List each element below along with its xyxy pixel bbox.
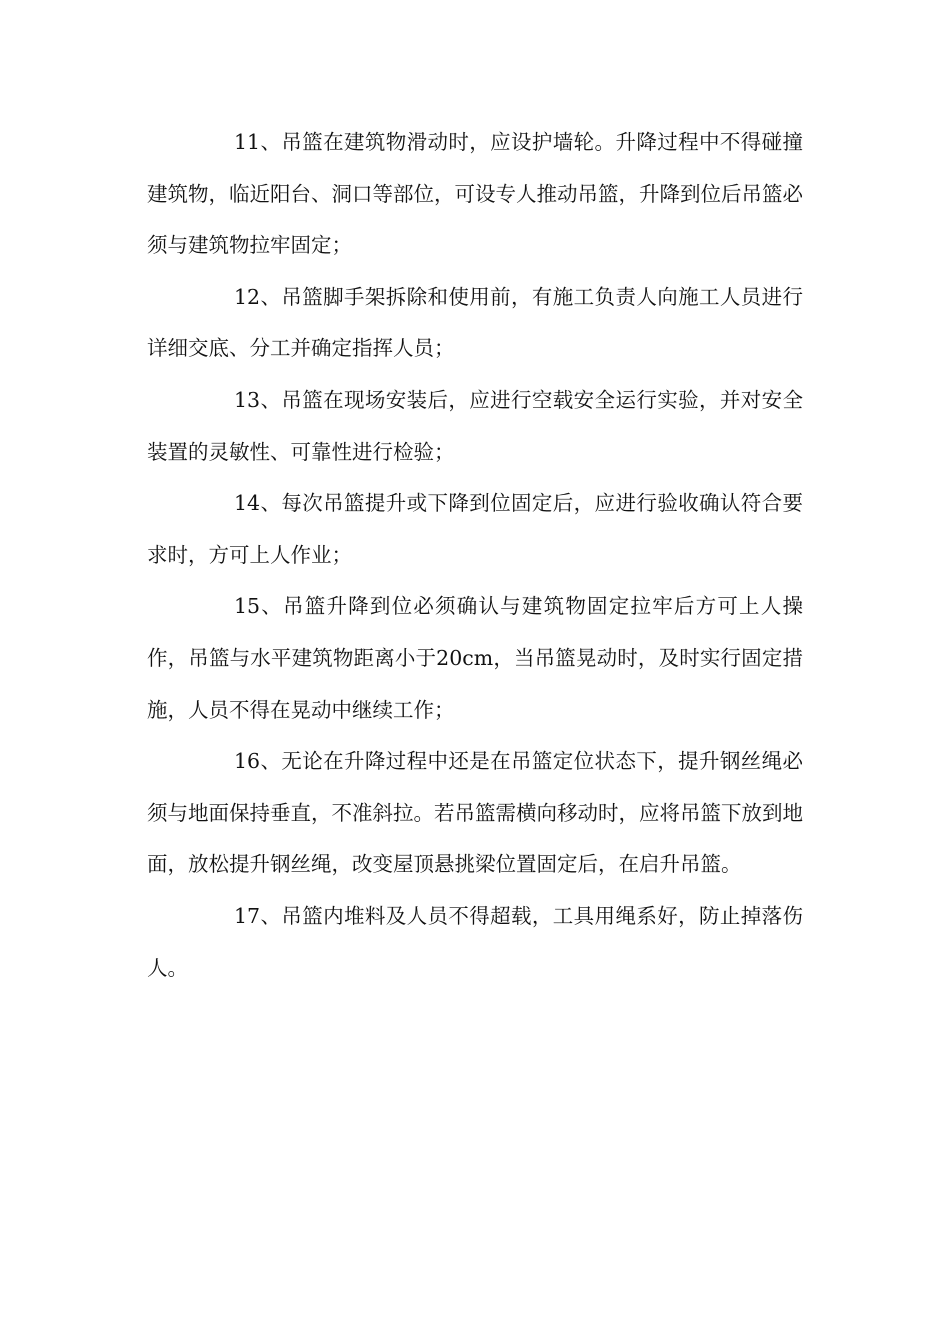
paragraph-item-12: 12、吊篮脚手架拆除和使用前，有施工负责人向施工人员进行详细交底、分工并确定指挥人员； [147,284,803,361]
paragraph-item-17: 17、吊篮内堆料及人员不得超载，工具用绳系好，防止掉落伤人。 [147,903,803,980]
paragraph-item-11: 11、吊篮在建筑物滑动时，应设护墙轮。升降过程中不得碰撞建筑物，临近阳台、洞口等部位，可设专人推动吊篮，升降到位后吊篮必须与建筑物拉牢固定； [147,130,803,258]
paragraph-item-13: 13、吊篮在现场安装后，应进行空载安全运行实验，并对安全装置的灵敏性、可靠性进行检验； [147,387,803,464]
document-body [147,117,803,994]
paragraph-item-14: 14、每次吊篮提升或下降到位固定后，应进行验收确认符合要求时，方可上人作业； [147,491,803,567]
paragraph-item-16: 16、无论在升降过程中还是在吊篮定位状态下，提升钢丝绳必须与地面保持垂直，不准斜拉。若吊篮需横向移动时，应将吊篮下放到地面，放松提升钢丝绳，改变屋顶悬挑梁位置固定后，在启升吊篮。 [147,749,803,877]
paragraph-item-15: 15、吊篮升降到位必须确认与建筑物固定拉牢后方可上人操作，吊篮与水平建筑物距离小于20cm，当吊篮晃动时，及时实行固定措施，人员不得在晃动中继续工作； [147,594,803,722]
